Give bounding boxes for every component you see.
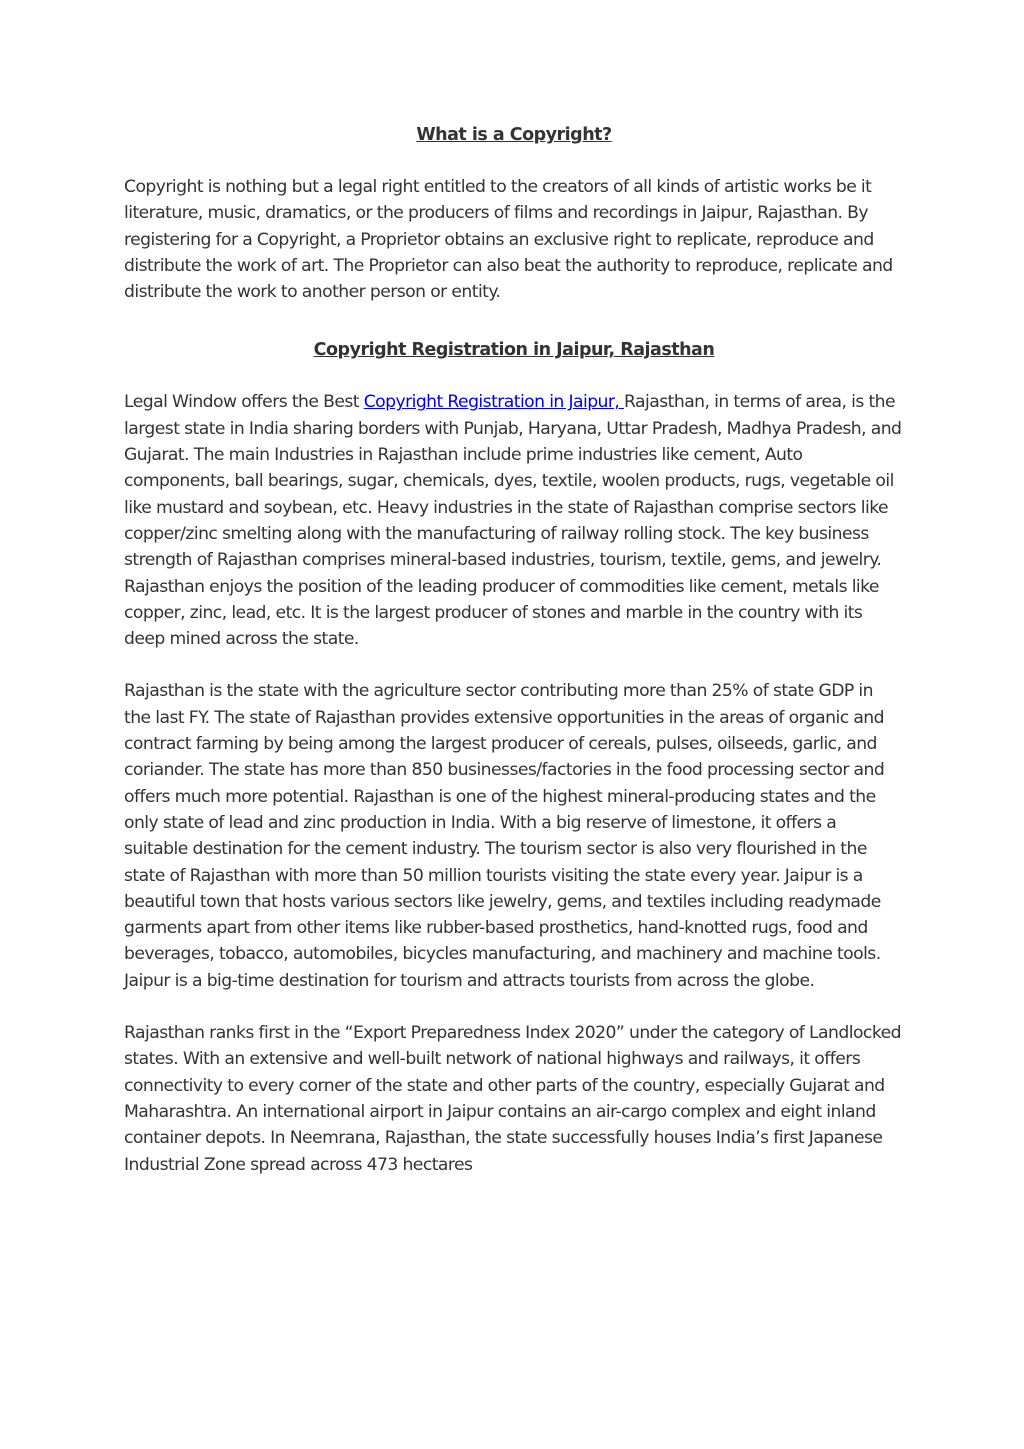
paragraph-text-after-link: Rajasthan, in terms of area, is the largest state in India sharing borders with Punjab, Haryana, Uttar Pradesh, Madhya Pradesh, and Gujarat. The main Industries in Rajasthan include prime industries like cement, Auto components, ball bearings, sugar, chemicals, dyes, textile, woolen products, rugs, vegetable oil like mustard and soybean, etc. Heavy industries in the state of Rajasthan comprise sectors like copper/zinc smelting along with the manufacturing of railway rolling stock. The key business strength of Rajasthan comprises mineral-based industries, tourism, textile, gems, and jewelry. Rajasthan enjoys the position of the leading producer of commodities like cement, metals like copper, zinc, lead, etc. It is the largest producer of stones and marble in the country with its deep mined across the state. bbox=[124, 392, 902, 650]
heading-copyright-registration: Copyright Registration in Jaipur, Rajasthan bbox=[313, 340, 715, 361]
copyright-registration-link[interactable]: Copyright Registration in Jaipur, bbox=[363, 392, 625, 413]
paragraph-legal-window bbox=[124, 389, 904, 652]
heading-what-is-copyright: What is a Copyright? bbox=[416, 125, 612, 145]
paragraph-export-index: Rajasthan ranks first in the “Export Preparedness Index 2020” under the category of Landlocked states. With an extensive and well-built network of national highways and railways, it offers connectivity to every corner of the state and other parts of the country, especially Gujarat and Maharashtra. An international airport in Jaipur contains an air-cargo complex and eight inland container depots. In Neemrana, Rajasthan, the state successfully houses India’s first Japanese Industrial Zone spread across 473 hectares bbox=[124, 1023, 901, 1175]
paragraph-copyright-definition: Copyright is nothing but a legal right entitled to the creators of all kinds of artistic works be it literature, music, dramatics, or the producers of films and recordings in Jaipur, Rajasthan. By registering for a Copyright, a Proprietor obtains an exclusive right to replicate, reproduce and distribute the work of art. The Proprietor can also beat the authority to reproduce, replicate and distribute the work to another person or entity. bbox=[124, 177, 893, 303]
paragraph-agriculture: Rajasthan is the state with the agriculture sector contributing more than 25% of state GDP in the last FY. The state of Rajasthan provides extensive opportunities in the areas of organic and contract farming by being among the largest producer of cereals, pulses, oilseeds, garlic, and coriander. The state has more than 850 businesses/factories in the food processing sector and offers much more potential. Rajasthan is one of the highest mineral-producing states and the only state of lead and zinc production in India. With a big reserve of limestone, it offers a suitable destination for the cement industry. The tourism sector is also very flourished in the state of Rajasthan with more than 50 million tourists visiting the state every year. Jaipur is a beautiful town that hosts various sectors like jewelry, gems, and textiles including readymade garments apart from other items like rubber-based prosthetics, hand-knotted rugs, food and beverages, tobacco, automobiles, bicycles manufacturing, and machinery and machine tools. Jaipur is a big-time destination for tourism and attracts tourists from across the globe. bbox=[124, 681, 885, 991]
document-page bbox=[124, 122, 904, 1178]
paragraph-text-before-link: Legal Window offers the Best bbox=[124, 392, 364, 413]
